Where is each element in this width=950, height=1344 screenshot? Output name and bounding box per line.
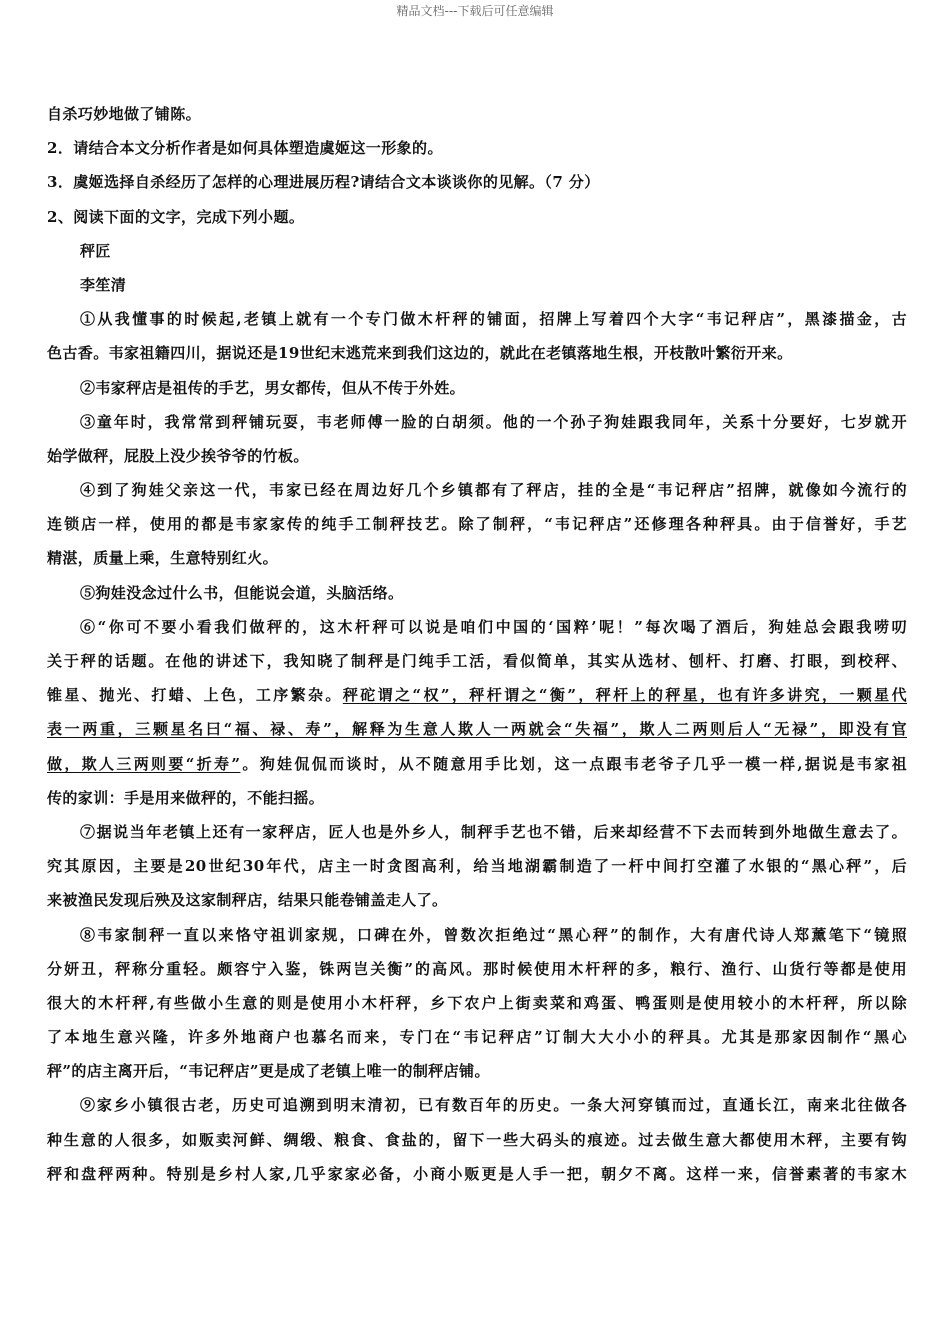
paragraph-line: ②韦家秤店是祖传的手艺，男女都传，但从不传于外姓。: [80, 378, 466, 397]
paragraph-line: 秤”的店主离开后，“韦记秤店”更是成了老镇上唯一的制秤店铺。: [47, 1062, 490, 1081]
text-span: 锥星、抛光、打蜡、上色，工序繁杂。: [47, 686, 343, 705]
paragraph-line: ⑤狗娃没念过什么书，但能说会道，头脑活络。: [80, 583, 404, 602]
paragraph-line: 种生意的人很多，如贩卖河鲜、绸缎、粮食、食盐的，留下一些大码头的痕迹。过去做生意大都使用木秤，主要有钩: [47, 1130, 907, 1149]
paragraph-line: 秤和盘秤两种。特别是乡村人家,几乎家家必备，小商小贩更是人手一把，朝夕不离。这样一来，信誉素著的韦家木: [47, 1164, 907, 1183]
reading-instruction: 2、阅读下面的文字，完成下列小题。: [47, 207, 305, 226]
paragraph-line: 传的家训：手是用来做秤的，不能扫摇。: [47, 788, 325, 807]
paragraph-line: 连锁店一样，使用的都是韦家家传的纯手工制秤技艺。除了制秤，“韦记秤店”还修理各种秤具。由于信誉好，手艺: [47, 515, 907, 534]
text-span: 。狗娃侃侃而谈时，从不随意用手比划，这一点跟韦老爷子几乎一模一样,据说是韦家祖: [240, 754, 907, 773]
paragraph-line: ③童年时，我常常到秤铺玩耍，韦老师傅一脸的白胡须。他的一个孙子狗娃跟我同年，关系十分要好，七岁就开: [80, 412, 907, 431]
document-body: [47, 97, 907, 1191]
underlined-text: 表一两重，三颗星名曰“福、禄、寿”，解释为生意人欺人一两就会“失福”，欺人二两则后人“无禄”，即没有官: [47, 720, 907, 739]
paragraph-line: ①从我懂事的时候起,老镇上就有一个专门做木杆秤的铺面，招牌上写着四个大字“韦记秤店”，黑漆描金，古: [80, 310, 907, 329]
paragraph-line: 关于秤的话题。在他的讲述下，我知晓了制秤是门纯手工活，看似简单，其实从选材、刨杆、打磨、打眼，到校秤、: [47, 652, 907, 670]
paragraph-line: [47, 747, 907, 781]
paragraph-line: 色古香。韦家祖籍四川，据说还是19世纪末逃荒来到我们这边的，就此在老镇落地生根，开枝散叶繁衍开来。: [47, 344, 793, 363]
paragraph-line: ⑦据说当年老镇上还有一家秤店，匠人也是外乡人，制秤手艺也不错，后来却经营不下去而转到外地做生意去了。: [80, 822, 907, 841]
paragraph-line: [47, 712, 907, 746]
paragraph-line: ⑥“你可不要小看我们做秤的，这木杆秤可以说是咱们中国的‘国粹’呢！”每次喝了酒后，狗娃总会跟我唠叨: [80, 617, 907, 636]
underlined-text: 做，欺人三两则要“折寿”: [47, 754, 241, 773]
paragraph-line: ⑨家乡小镇很古老，历史可追溯到明末清初，已有数百年的历史。一条大河穿镇而过，直通长江，南来北往做各: [80, 1096, 907, 1115]
question-2: 2．请结合本文分析作者是如何具体塑造虞姬这一形象的。: [47, 139, 443, 158]
paragraph-line: ⑧韦家制秤一直以来恪守祖训家规，口碑在外，曾数次拒绝过“黑心秤”的制作，大有唐代诗人郑薰笔下“镜照: [80, 925, 907, 944]
paragraph-line: ④到了狗娃父亲这一代，韦家已经在周边好几个乡镇都有了秤店，挂的全是“韦记秤店”招牌，就像如今流行的: [80, 481, 907, 500]
paragraph-line: 究其原因，主要是20世纪30年代，店主一时贪图高利，给当地湖霸制造了一杆中间打空灌了水银的“黑心秤”，后: [47, 857, 907, 876]
text-line: 自杀巧妙地做了铺陈。: [47, 105, 202, 123]
paragraph-line: 了本地生意兴隆，许多外地商户也慕名而来，专门在“韦记秤店”订制大大小小的秤具。尤其是那家因制作“黑心: [47, 1028, 907, 1047]
paragraph-line: [47, 678, 907, 712]
paragraph-line: 来被渔民发现后殃及这家制秤店，结果只能卷铺盖走人了。: [47, 891, 448, 910]
article-title: 秤匠: [80, 241, 111, 260]
paragraph-line: 始学做秤，屁股上没少挨爷爷的竹板。: [47, 446, 309, 465]
page-header: 精品文档---下载后可任意编辑: [396, 4, 554, 18]
article-author: 李笙清: [80, 275, 127, 294]
paragraph-line: 分妍丑，秤称分重轻。颇容宁入鉴，铢两岂关衡”的高风。那时候使用木杆秤的多，粮行、渔行、山货行等都是使用: [47, 959, 907, 978]
underlined-text: 秤砣谓之“权”，秤杆谓之“衡”，秤杆上的秤星，也有许多讲究，一颗星代: [342, 686, 907, 705]
question-3: 3．虞姬选择自杀经历了怎样的心理进展历程?请结合文本谈谈你的见解。（7 分）: [47, 173, 600, 192]
paragraph-line: 精湛，质量上乘，生意特别红火。: [47, 549, 279, 568]
paragraph-line: 很大的木杆秤,有些做小生意的则是使用小木杆秤，乡下农户上街卖菜和鸡蛋、鸭蛋则是使用较小的木杆秤，所以除: [47, 993, 907, 1012]
